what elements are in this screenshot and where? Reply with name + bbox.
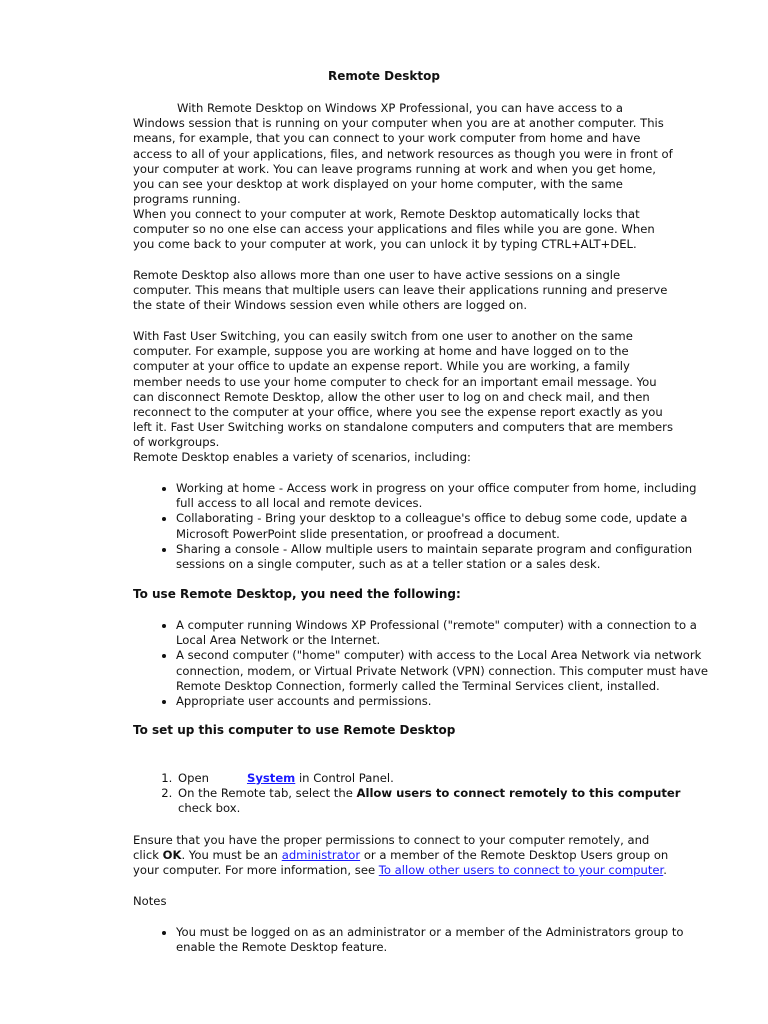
ensure-text-2: . You must be an	[181, 848, 282, 863]
step-item	[176, 771, 716, 786]
ok-label: OK	[162, 848, 182, 863]
setup-steps	[133, 771, 716, 817]
system-link[interactable]: System	[246, 771, 296, 785]
ensure-text-4: .	[663, 863, 667, 878]
requirements-heading: To use Remote Desktop, you need the following:	[133, 587, 461, 601]
step1-suffix: in Control Panel.	[295, 771, 394, 785]
ensure-text-3: or a member of the Remote Desktop Users group on your computer. For more information, see	[133, 848, 669, 878]
list-item: • A second computer ("home" computer) with access to the Local Area Network via network connection, modem, or Virtual Private Network (VPN) connection. This computer must have Remote Desktop Connection, formerly called the Terminal Services client, installed.	[176, 648, 716, 694]
locking-paragraph: When you connect to your computer at work, Remote Desktop automatically locks that computer so no one else can access your applications and files while you are gone. When you come back to your computer at work, you can unlock it by typing CTRL+ALT+DEL.	[133, 207, 655, 252]
setup-heading: To set up this computer to use Remote Desktop	[133, 723, 456, 737]
page-title: Remote Desktop	[328, 69, 440, 83]
step1-prefix: Open	[178, 771, 209, 785]
step2-prefix: On the Remote tab, select the	[178, 786, 357, 801]
list-item: • Sharing a console - Allow multiple users to maintain separate program and configuration sessions on a single computer, such as at a teller station or a sales desk.	[176, 542, 716, 572]
notes-label: Notes	[133, 894, 167, 908]
list-item: • Appropriate user accounts and permissions.	[176, 694, 716, 709]
requirements-list	[133, 618, 716, 709]
allow-users-link[interactable]: To allow other users to connect to your computer	[378, 863, 664, 878]
ensure-text-1: Ensure that you have the proper permissions to connect to your computer remotely, and click	[133, 833, 650, 863]
administrator-link[interactable]: administrator	[281, 848, 361, 863]
step-item	[176, 786, 716, 816]
multi-user-paragraph: Remote Desktop also allows more than one user to have active sessions on a single computer. This means that multiple users can leave their applications running and preserve the state of their Windows session even while others are logged on.	[133, 268, 668, 313]
list-item: • Working at home - Access work in progress on your office computer from home, including full access to all local and remote devices.	[176, 481, 716, 511]
list-item: • You must be logged on as an administrator or a member of the Administrators group to enable the Remote Desktop feature.	[176, 925, 716, 955]
intro-paragraph: With Remote Desktop on Windows XP Professional, you can have access to a Windows session that is running on your computer when you are at another computer. This means, for example, that you can connect to your work computer from home and have access to all of your applications, files, and network resources as though you were in front of your computer at work. You can leave programs running at work and when you get home, you can see your desktop at work displayed on your home computer, with the same programs running.	[133, 101, 673, 207]
allow-remote-option-label: Allow users to connect remotely to this computer	[356, 786, 681, 801]
list-item: • Collaborating - Bring your desktop to a colleague's office to debug some code, update a Microsoft PowerPoint slide presentation, or proofread a document.	[176, 511, 716, 541]
list-item: • A computer running Windows XP Professional ("remote" computer) with a connection to a Local Area Network or the Internet.	[176, 618, 716, 648]
permissions-paragraph	[133, 833, 673, 879]
scenarios-list	[133, 481, 716, 572]
step2-suffix: check box.	[178, 801, 241, 816]
fast-user-switching-paragraph: With Fast User Switching, you can easily switch from one user to another on the same computer. For example, suppose you are working at home and have logged on to the computer at your office to update an expense report. While you are working, a family member needs to use your home computer to check for an important email message. You can disconnect Remote Desktop, allow the other user to log on and check mail, and then reconnect to the computer at your office, where you see the expense report exactly as you left it. Fast User Switching works on standalone computers and computers that are members of workgroups.	[133, 329, 673, 450]
scenarios-intro: Remote Desktop enables a variety of scenarios, including:	[133, 450, 471, 464]
notes-list	[133, 925, 716, 955]
